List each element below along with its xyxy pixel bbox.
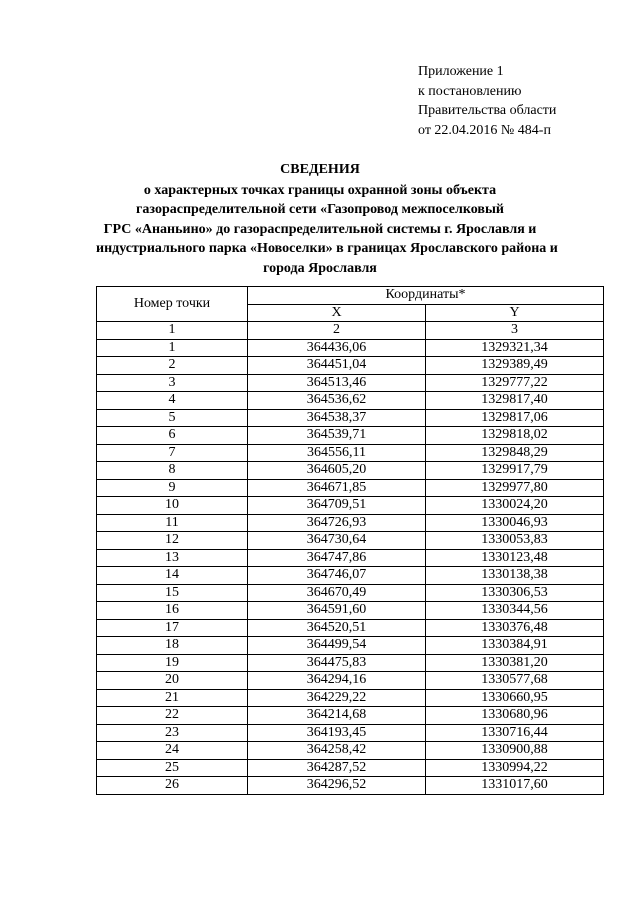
table-row — [97, 777, 604, 795]
x-coordinate-cell: 364730,64 — [248, 532, 426, 550]
x-coordinate-cell: 364726,93 — [248, 514, 426, 532]
header-point-number: Номер точки — [97, 287, 248, 322]
point-number-cell: 2 — [97, 357, 248, 375]
point-number-cell: 4 — [97, 392, 248, 410]
x-coordinate-cell: 364258,42 — [248, 742, 426, 760]
table-row — [97, 532, 604, 550]
y-coordinate-cell: 1330376,48 — [426, 619, 604, 637]
x-coordinate-cell: 364499,54 — [248, 637, 426, 655]
y-coordinate-cell: 1330660,95 — [426, 689, 604, 707]
appendix-line: Приложение 1 — [418, 64, 504, 79]
y-coordinate-cell: 1330994,22 — [426, 759, 604, 777]
y-coordinate-cell: 1329917,79 — [426, 462, 604, 480]
y-coordinate-cell: 1329777,22 — [426, 374, 604, 392]
x-coordinate-cell: 364539,71 — [248, 427, 426, 445]
x-coordinate-cell: 364193,45 — [248, 724, 426, 742]
y-coordinate-cell: 1330344,56 — [426, 602, 604, 620]
point-number-cell: 16 — [97, 602, 248, 620]
table-body — [97, 339, 604, 794]
column-number: 2 — [248, 322, 426, 340]
table-row — [97, 637, 604, 655]
header-y: Y — [426, 304, 604, 322]
x-coordinate-cell: 364296,52 — [248, 777, 426, 795]
appendix-line: к постановлению — [418, 83, 522, 99]
y-coordinate-cell: 1330900,88 — [426, 742, 604, 760]
y-coordinate-cell: 1330381,20 — [426, 654, 604, 672]
table-row — [97, 462, 604, 480]
y-coordinate-cell: 1330138,38 — [426, 567, 604, 585]
y-coordinate-cell: 1329818,02 — [426, 427, 604, 445]
point-number-cell: 12 — [97, 532, 248, 550]
table-row — [97, 514, 604, 532]
point-number-cell: 26 — [97, 777, 248, 795]
y-coordinate-cell: 1329848,29 — [426, 444, 604, 462]
x-coordinate-cell: 364538,37 — [248, 409, 426, 427]
appendix-line: от 22.04.2016 № 484-п — [418, 122, 551, 138]
column-number: 1 — [97, 322, 248, 340]
point-number-cell: 5 — [97, 409, 248, 427]
point-number-cell: 7 — [97, 444, 248, 462]
point-number-cell: 20 — [97, 672, 248, 690]
point-number-cell: 10 — [97, 497, 248, 515]
y-coordinate-cell: 1330384,91 — [426, 637, 604, 655]
table-row — [97, 497, 604, 515]
point-number-cell: 1 — [97, 339, 248, 357]
y-coordinate-cell: 1329389,49 — [426, 357, 604, 375]
table-row — [97, 409, 604, 427]
point-number-cell: 17 — [97, 619, 248, 637]
point-number-cell: 18 — [97, 637, 248, 655]
y-coordinate-cell: 1330024,20 — [426, 497, 604, 515]
table-row — [97, 619, 604, 637]
x-coordinate-cell: 364591,60 — [248, 602, 426, 620]
point-number-cell: 14 — [97, 567, 248, 585]
x-coordinate-cell: 364536,62 — [248, 392, 426, 410]
table-row — [97, 479, 604, 497]
table-row — [97, 549, 604, 567]
table-row — [97, 444, 604, 462]
point-number-cell: 22 — [97, 707, 248, 725]
table-row — [97, 672, 604, 690]
y-coordinate-cell: 1329817,06 — [426, 409, 604, 427]
y-coordinate-cell: 1330577,68 — [426, 672, 604, 690]
document-subtitle-line: города Ярославля — [263, 260, 377, 276]
document-subtitle-line: газораспределительной сети «Газопровод межпоселковый — [136, 202, 504, 217]
appendix-line: Правительства области — [418, 103, 557, 118]
x-coordinate-cell: 364229,22 — [248, 689, 426, 707]
x-coordinate-cell: 364475,83 — [248, 654, 426, 672]
x-coordinate-cell: 364436,06 — [248, 339, 426, 357]
document-subtitle-line: о характерных точках границы охранной зоны объекта — [143, 182, 497, 198]
y-coordinate-cell: 1329817,40 — [426, 392, 604, 410]
x-coordinate-cell: 364671,85 — [248, 479, 426, 497]
x-coordinate-cell: 364294,16 — [248, 672, 426, 690]
table-row — [97, 392, 604, 410]
x-coordinate-cell: 364746,07 — [248, 567, 426, 585]
table-row — [97, 427, 604, 445]
document-heading — [96, 160, 558, 278]
point-number-cell: 3 — [97, 374, 248, 392]
y-coordinate-cell: 1330053,83 — [426, 532, 604, 550]
x-coordinate-cell: 364709,51 — [248, 497, 426, 515]
x-coordinate-cell: 364747,86 — [248, 549, 426, 567]
table-row — [97, 567, 604, 585]
point-number-cell: 8 — [97, 462, 248, 480]
y-coordinate-cell: 1330716,44 — [426, 724, 604, 742]
x-coordinate-cell: 364556,11 — [248, 444, 426, 462]
y-coordinate-cell: 1329321,34 — [426, 339, 604, 357]
point-number-cell: 19 — [97, 654, 248, 672]
table-row — [97, 602, 604, 620]
table-row — [97, 689, 604, 707]
y-coordinate-cell: 1330680,96 — [426, 707, 604, 725]
table-row — [97, 584, 604, 602]
document-subtitle-line: ГРС «Ананьино» до газораспределительной системы г. Ярославля и — [103, 221, 537, 237]
table-row — [97, 724, 604, 742]
header-coordinates: Координаты* — [248, 287, 604, 305]
point-number-cell: 6 — [97, 427, 248, 445]
x-coordinate-cell: 364520,51 — [248, 619, 426, 637]
coordinates-table — [96, 286, 604, 795]
y-coordinate-cell: 1330046,93 — [426, 514, 604, 532]
point-number-cell: 13 — [97, 549, 248, 567]
table-column-number-row — [97, 322, 604, 340]
table-row — [97, 374, 604, 392]
x-coordinate-cell: 364513,46 — [248, 374, 426, 392]
table-row — [97, 357, 604, 375]
point-number-cell: 21 — [97, 689, 248, 707]
table-row — [97, 759, 604, 777]
y-coordinate-cell: 1329977,80 — [426, 479, 604, 497]
point-number-cell: 15 — [97, 584, 248, 602]
table-row — [97, 707, 604, 725]
column-number: 3 — [426, 322, 604, 340]
x-coordinate-cell: 364670,49 — [248, 584, 426, 602]
document-subtitle-line: индустриального парка «Новоселки» в границах Ярославского района и — [96, 241, 558, 256]
point-number-cell: 23 — [97, 724, 248, 742]
point-number-cell: 24 — [97, 742, 248, 760]
table-row — [97, 742, 604, 760]
x-coordinate-cell: 364605,20 — [248, 462, 426, 480]
point-number-cell: 11 — [97, 514, 248, 532]
table-row — [97, 654, 604, 672]
y-coordinate-cell: 1330123,48 — [426, 549, 604, 567]
point-number-cell: 25 — [97, 759, 248, 777]
document-title: СВЕДЕНИЯ — [280, 162, 360, 177]
x-coordinate-cell: 364287,52 — [248, 759, 426, 777]
appendix-note — [418, 62, 556, 140]
y-coordinate-cell: 1331017,60 — [426, 777, 604, 795]
y-coordinate-cell: 1330306,53 — [426, 584, 604, 602]
table-row — [97, 339, 604, 357]
point-number-cell: 9 — [97, 479, 248, 497]
table-header-row — [97, 287, 604, 305]
x-coordinate-cell: 364214,68 — [248, 707, 426, 725]
header-x: X — [248, 304, 426, 322]
x-coordinate-cell: 364451,04 — [248, 357, 426, 375]
